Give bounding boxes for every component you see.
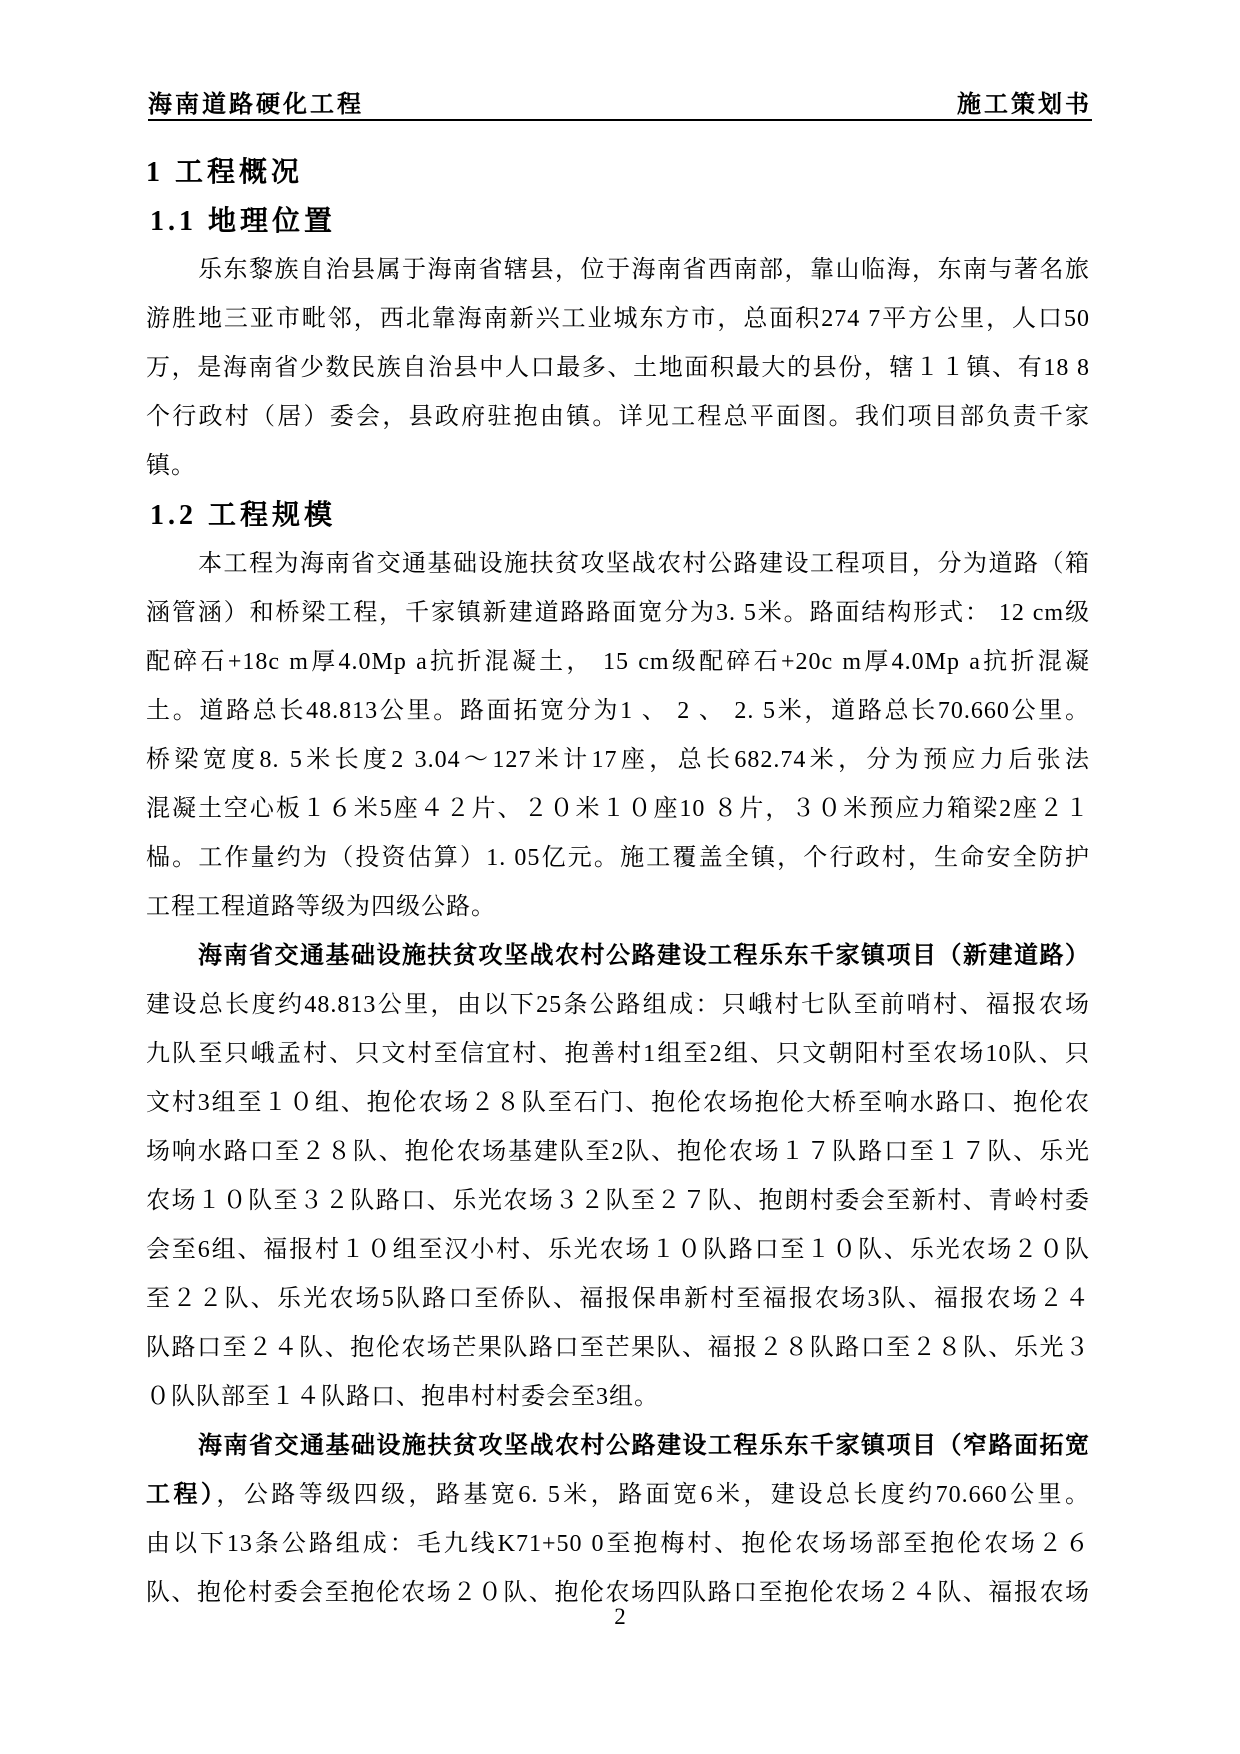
text-line [146,1128,1090,1177]
text-line [146,589,1090,638]
bold-text-segment: 工程） [146,1482,217,1508]
text-line [146,393,1090,442]
text-segment: 镇。 [146,453,196,479]
text-segment: 九队至只峨孟村、只文村至信宜村、抱善村1组至2组、只文朝阳村至农场10队、只 [146,1041,1090,1067]
document-content [146,148,1090,1618]
text-line [146,883,1090,932]
text-line [146,344,1090,393]
text-line [146,785,1090,834]
text-segment: 游胜地三亚市毗邻，西北靠海南新兴工业城东方市，总面积274 7平方公里，人口50 [146,306,1090,332]
text-segment: 万，是海南省少数民族自治县中人口最多、土地面积最大的县份，辖１１镇、有18 8 [146,355,1090,381]
document-body [146,197,1090,1618]
text-segment: 队路口至２４队、抱伦农场芒果队路口至芒果队、福报２８队路口至２８队、乐光３ [146,1335,1090,1361]
text-line [146,540,1090,589]
text-line [146,442,1090,491]
text-segment: 至２２队、乐光农场5队路口至侨队、福报保串新村至福报农场3队、福报农场２４ [146,1286,1090,1312]
text-line [146,932,1090,981]
text-line [146,638,1090,687]
paragraph [146,1422,1090,1618]
text-segment: 由以下13条公路组成：毛九线K71+50 0至抱梅村、抱伦农场场部至抱伦农场２６ [146,1531,1090,1557]
text-line [146,246,1090,295]
text-segment: 工程工程道路等级为四级公路。 [146,894,496,920]
text-segment: 土。道路总长48.813公里。路面拓宽分为1 、 2 、 2. 5米，道路总长70.660公里。 [146,698,1090,724]
text-line [146,687,1090,736]
text-line [146,1030,1090,1079]
text-line [146,1373,1090,1422]
bold-text-segment: 海南省交通基础设施扶贫攻坚战农村公路建设工程乐东千家镇项目（新建道路） [198,943,1090,969]
text-line [146,736,1090,785]
section-heading: 1.2 工程规模 [150,500,337,531]
header-rule [148,119,1092,121]
text-line [146,1079,1090,1128]
text-line [146,1520,1090,1569]
text-segment: 建设总长度约48.813公里，由以下25条公路组成：只峨村七队至前哨村、福报农场 [146,992,1090,1018]
text-line [146,1324,1090,1373]
text-segment: 桥梁宽度8. 5米长度2 3.04～127米计17座，总长682.74米，分为预应力后张法 [146,747,1090,773]
bold-text-segment: 海南省交通基础设施扶贫攻坚战农村公路建设工程乐东千家镇项目（窄路面拓宽 [198,1433,1090,1459]
text-segment: ，公路等级四级，路基宽6. 5米，路面宽6米，建设总长度约70.660公里。 [216,1482,1090,1508]
text-segment: 农场１０队至３２队路口、乐光农场３２队至２７队、抱朗村委会至新村、青岭村委 [146,1188,1090,1214]
text-segment: 配碎石+18c m厚4.0Mp a抗折混凝土， 15 cm级配碎石+20c m厚4.0Mp a抗折混凝 [146,649,1090,675]
text-line [146,1177,1090,1226]
text-line [146,834,1090,883]
text-line [146,981,1090,1030]
text-line [146,295,1090,344]
text-line [146,1422,1090,1471]
text-line [146,1471,1090,1520]
text-segment: 本工程为海南省交通基础设施扶贫攻坚战农村公路建设工程项目，分为道路（箱 [198,551,1090,577]
text-segment: 混凝土空心板１６米5座４２片、２０米１０座10 ８片，３０米预应力箱梁2座２１ [146,796,1090,822]
text-line [146,1275,1090,1324]
page-header [148,84,1092,119]
text-segment: 文村3组至１０组、抱伦农场２８队至石门、抱伦农场抱伦大桥至响水路口、抱伦农 [146,1090,1090,1116]
text-segment: 榀。工作量约为（投资估算）1. 05亿元。施工覆盖全镇，个行政村，生命安全防护 [146,845,1090,871]
text-segment: 涵管涵）和桥梁工程，千家镇新建道路路面宽分为3. 5米。路面结构形式： 12 cm级 [146,600,1090,626]
section-heading: 1.1 地理位置 [150,206,337,237]
header-left-title: 海南道路硬化工程 [148,92,364,118]
text-segment: 队、抱伦村委会至抱伦农场２０队、抱伦农场四队路口至抱伦农场２４队、福报农场 [146,1580,1090,1606]
text-segment: 场响水路口至２８队、抱伦农场基建队至2队、抱伦农场１７队路口至１７队、乐光 [146,1139,1090,1165]
paragraph [146,246,1090,491]
paragraph [146,540,1090,932]
text-line [146,1226,1090,1275]
text-segment: 个行政村（居）委会，县政府驻抱由镇。详见工程总平面图。我们项目部负责千家 [146,404,1090,430]
text-segment: ０队队部至１４队路口、抱串村村委会至3组。 [146,1384,659,1410]
paragraph [146,932,1090,1422]
page-number: 2 [614,1604,626,1629]
text-segment: 乐东黎族自治县属于海南省辖县，位于海南省西南部，靠山临海，东南与著名旅 [198,257,1090,283]
document-title: 1 工程概况 [146,157,304,188]
header-right-title: 施工策划书 [957,92,1092,118]
text-segment: 会至6组、福报村１０组至汉小村、乐光农场１０队路口至１０队、乐光农场２０队 [146,1237,1090,1263]
